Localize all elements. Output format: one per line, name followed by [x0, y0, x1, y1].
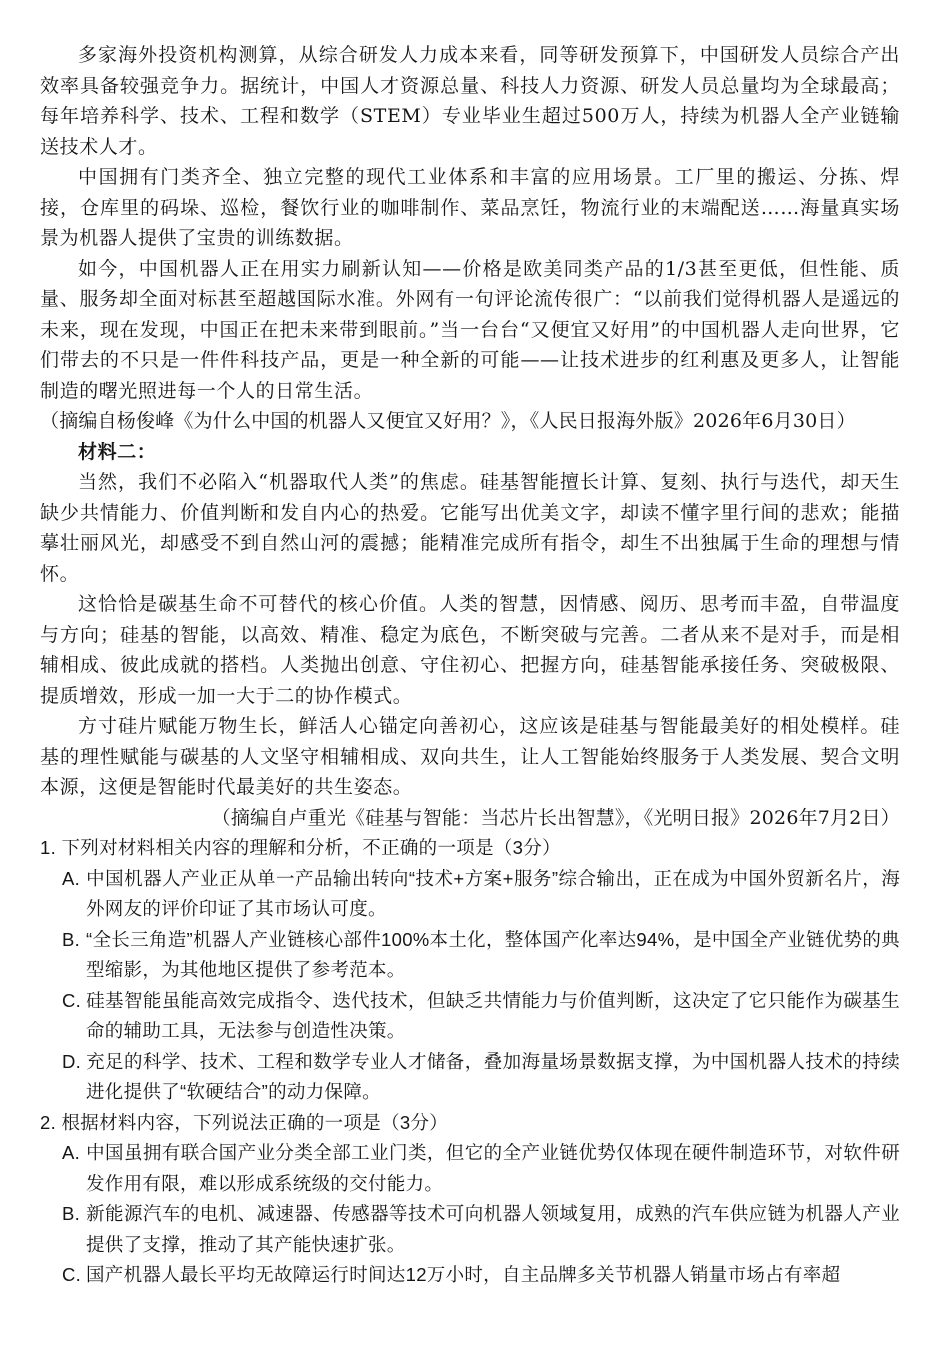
option-label: A. [62, 867, 81, 889]
option-label: D. [62, 1050, 82, 1072]
option-text: 中国机器人产业正从单一产品输出转向“技术+方案+服务”综合输出，正在成为中国外贸新名片，海外网友的评价印证了其市场认可度。 [86, 867, 900, 919]
material-two-paragraph: 方寸硅片赋能万物生长，鲜活人心锚定向善初心，这应该是硅基与智能最美好的相处模样。硅基的理性赋能与碳基的人文坚守相辅相成、双向共生，让人工智能始终服务于人类发展、契合文明本源，这便是智能时代最美好的共生姿态。 [40, 715, 900, 798]
material-two-paragraph: 这恰恰是碳基生命不可替代的核心价值。人类的智慧，因情感、阅历、思考而丰盈，自带温度与方向；硅基的智能，以高效、精准、稳定为底色，不断突破与完善。二者从来不是对手，而是相辅相成、彼此成就的搭档。人类抛出创意、守住初心、把握方向，硅基智能承接任务、突破极限、提质增效，形成一加一大于二的协作模式。 [40, 593, 900, 707]
option-label: B. [62, 1203, 81, 1224]
option-c[interactable] [62, 986, 900, 1047]
option-a[interactable] [62, 1138, 900, 1199]
option-label: C. [62, 1264, 82, 1285]
question-stem: 1. 下列对材料相关内容的理解和分析，不正确的一项是（3分） [40, 837, 561, 858]
option-label: A. [62, 1142, 81, 1163]
question-2 [40, 1108, 900, 1291]
option-text: 新能源汽车的电机、减速器、传感器等技术可向机器人领域复用，成熟的汽车供应链为机器人产业提供了支撑，推动了其产能快速扩张。 [86, 1203, 900, 1255]
option-label: B. [62, 928, 81, 950]
material-one-source: （摘编自杨俊峰《为什么中国的机器人又便宜又好用？》，《人民日报海外版》2026年6月30日） [40, 410, 856, 432]
option-a[interactable] [62, 864, 900, 925]
material-two-paragraph: 当然，我们不必陷入“机器取代人类”的焦虑。硅基智能擅长计算、复刻、执行与迭代，却天生缺少共情能力、价值判断和发自内心的热爱。它能写出优美文字，却读不懂字里行间的悲欢；能描摹壮丽风光，却感受不到自然山河的震撼；能精准完成所有指令，却生不出独属于生命的理想与情怀。 [40, 471, 900, 585]
material-one [40, 40, 900, 437]
option-b[interactable] [62, 1199, 900, 1260]
material-one-paragraph: 如今，中国机器人正在用实力刷新认知——价格是欧美同类产品的1/3甚至更低，但性能、质量、服务却全面对标甚至超越国际水准。外网有一句评论流传很广：“以前我们觉得机器人是遥远的未来，现在发现，中国正在把未来带到眼前。”当一台台“又便宜又好用”的中国机器人走向世界，它们带去的不只是一件件科技产品，更是一种全新的可能——让技术进步的红利惠及更多人，让智能制造的曙光照进每一个人的日常生活。 [40, 257, 900, 402]
option-d[interactable] [62, 1047, 900, 1108]
option-b[interactable] [62, 925, 900, 986]
material-two-source: （摘编自卢重光《硅基与智能：当芯片长出智慧》，《光明日报》2026年7月2日） [211, 806, 900, 829]
material-one-paragraph: 中国拥有门类齐全、独立完整的现代工业体系和丰富的应用场景。工厂里的搬运、分拣、焊接，仓库里的码垛、巡检，餐饮行业的咖啡制作、菜品烹饪，物流行业的末端配送……海量真实场景为机器人提供了宝贵的训练数据。 [40, 166, 900, 249]
material-two [40, 437, 900, 834]
material-one-paragraph: 多家海外投资机构测算，从综合研发人力成本来看，同等研发预算下，中国研发人员综合产出效率具备较强竞争力。据统计，中国人才资源总量、科技人力资源、研发人员总量均为全球最高；每年培养科学、技术、工程和数学（STEM）专业毕业生超过500万人，持续为机器人全产业链输送技术人才。 [40, 44, 900, 158]
material-two-heading: 材料二： [78, 440, 157, 463]
option-text: 国产机器人最长平均无故障运行时间达12万小时，自主品牌多关节机器人销量市场占有率超 [86, 1264, 841, 1285]
option-text: 充足的科学、技术、工程和数学专业人才储备，叠加海量场景数据支撑，为中国机器人技术的持续进化提供了“软硬结合”的动力保障。 [86, 1050, 900, 1102]
question-stem: 2. 根据材料内容，下列说法正确的一项是（3分） [40, 1111, 449, 1133]
option-label: C. [62, 989, 82, 1011]
exam-page [40, 40, 900, 1295]
question-1 [40, 833, 900, 1108]
option-text: 硅基智能虽能高效完成指令、迭代技术，但缺乏共情能力与价值判断，这决定了它只能作为碳基生命的辅助工具，无法参与创造性决策。 [86, 989, 900, 1041]
option-text: “全长三角造”机器人产业链核心部件100%本土化，整体国产化率达94%，是中国全产业链优势的典型缩影，为其他地区提供了参考范本。 [86, 928, 900, 980]
option-c[interactable] [62, 1260, 900, 1291]
option-text: 中国虽拥有联合国产业分类全部工业门类，但它的全产业链优势仅体现在硬件制造环节，对软件研发作用有限，难以形成系统级的交付能力。 [86, 1142, 900, 1194]
